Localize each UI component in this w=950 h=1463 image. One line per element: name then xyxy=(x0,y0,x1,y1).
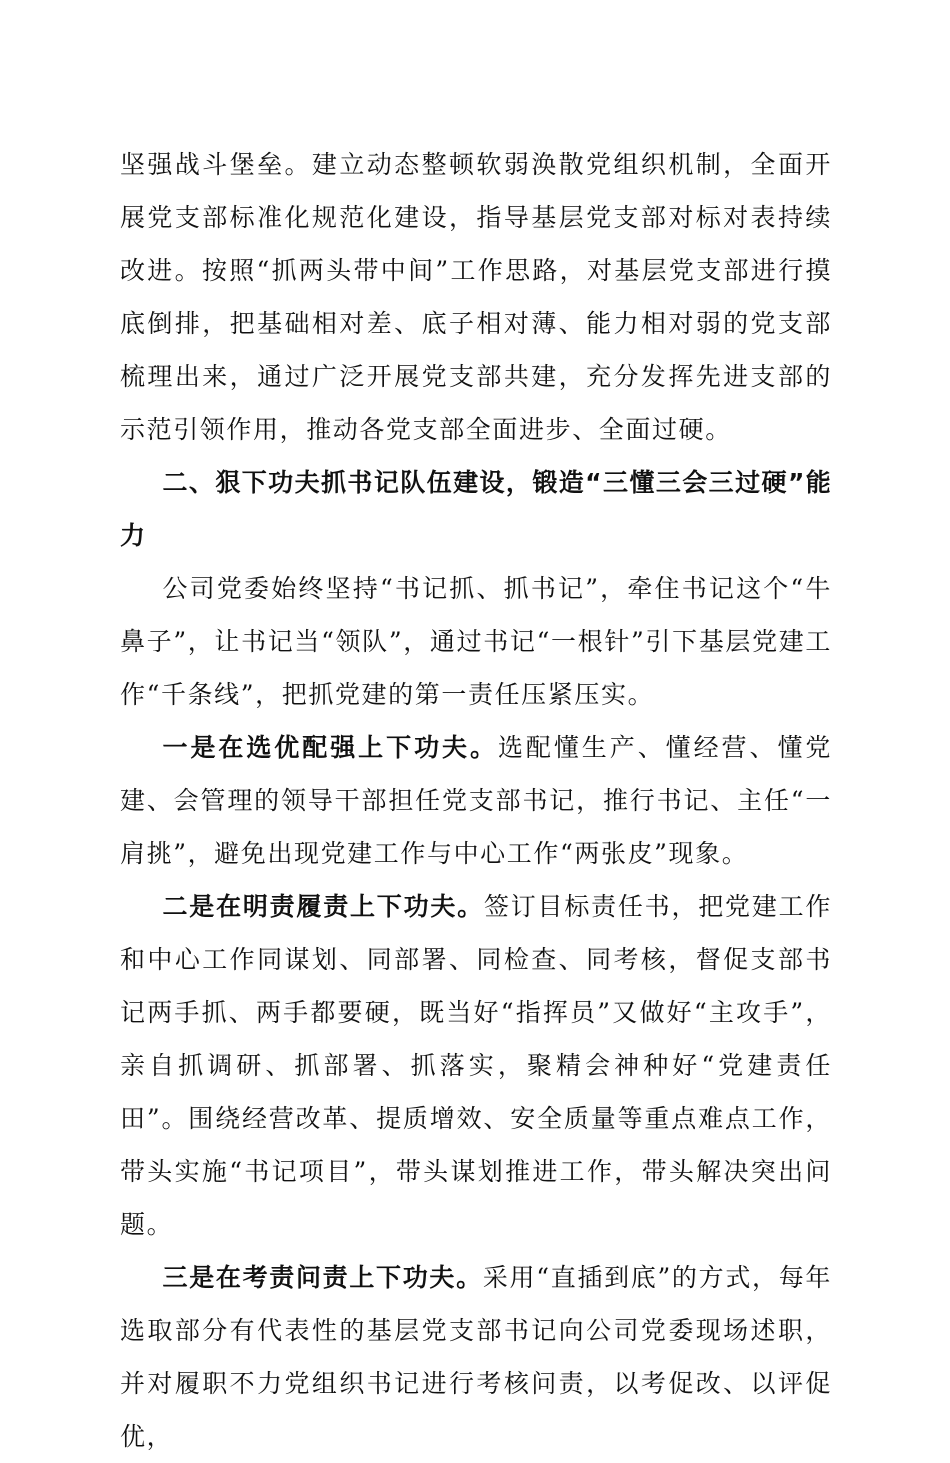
paragraph-4-body: 签订目标责任书，把党建工作和中心工作同谋划、同部署、同检查、同考核，督促支部书记两手抓、两手都要硬，既当好“指挥员”又做好“主攻手”，亲自抓调研、抓部署、抓落实，聚精会神种好“党建责任田”。围绕经营改革、提质增效、安全质量等重点难点工作，带头实施“书记项目”，带头谋划推进工作，带头解决突出问题。 xyxy=(120,892,832,1239)
section-heading: 二、狠下功夫抓书记队伍建设，锻造“三懂三会三过硬”能力 xyxy=(120,468,832,550)
paragraph-3-lead: 一是在选优配强上下功夫。 xyxy=(162,733,498,762)
paragraph-5 xyxy=(120,1251,832,1463)
paragraph-1: 坚强战斗堡垒。建立动态整顿软弱涣散党组织机制，全面开展党支部标准化规范化建设，指导基层党支部对标对表持续改进。按照“抓两头带中间”工作思路，对基层党支部进行摸底倒排，把基础相对差、底子相对薄、能力相对弱的党支部梳理出来，通过广泛开展党支部共建，充分发挥先进支部的示范引领作用，推动各党支部全面进步、全面过硬。 xyxy=(120,150,832,444)
paragraph-2: 公司党委始终坚持“书记抓、抓书记”，牵住书记这个“牛鼻子”，让书记当“领队”，通过书记“一根针”引下基层党建工作“千条线”，把抓党建的第一责任压紧压实。 xyxy=(120,574,832,709)
paragraph-5-lead: 三是在考责问责上下功夫。 xyxy=(162,1263,483,1292)
paragraph-4 xyxy=(120,880,832,1251)
paragraph-4-lead: 二是在明责履责上下功夫。 xyxy=(162,892,484,921)
paragraph-3-body: 选配懂生产、懂经营、懂党建、会管理的领导干部担任党支部书记，推行书记、主任“一肩挑”，避免出现党建工作与中心工作“两张皮”现象。 xyxy=(120,733,833,868)
paragraph-5-body: 采用“直插到底”的方式，每年选取部分有代表性的基层党支部书记向公司党委现场述职，并对履职不力党组织书记进行考核问责，以考促改、以评促优， xyxy=(120,1263,833,1451)
paragraph-3 xyxy=(120,721,832,880)
document-body xyxy=(120,138,832,1463)
